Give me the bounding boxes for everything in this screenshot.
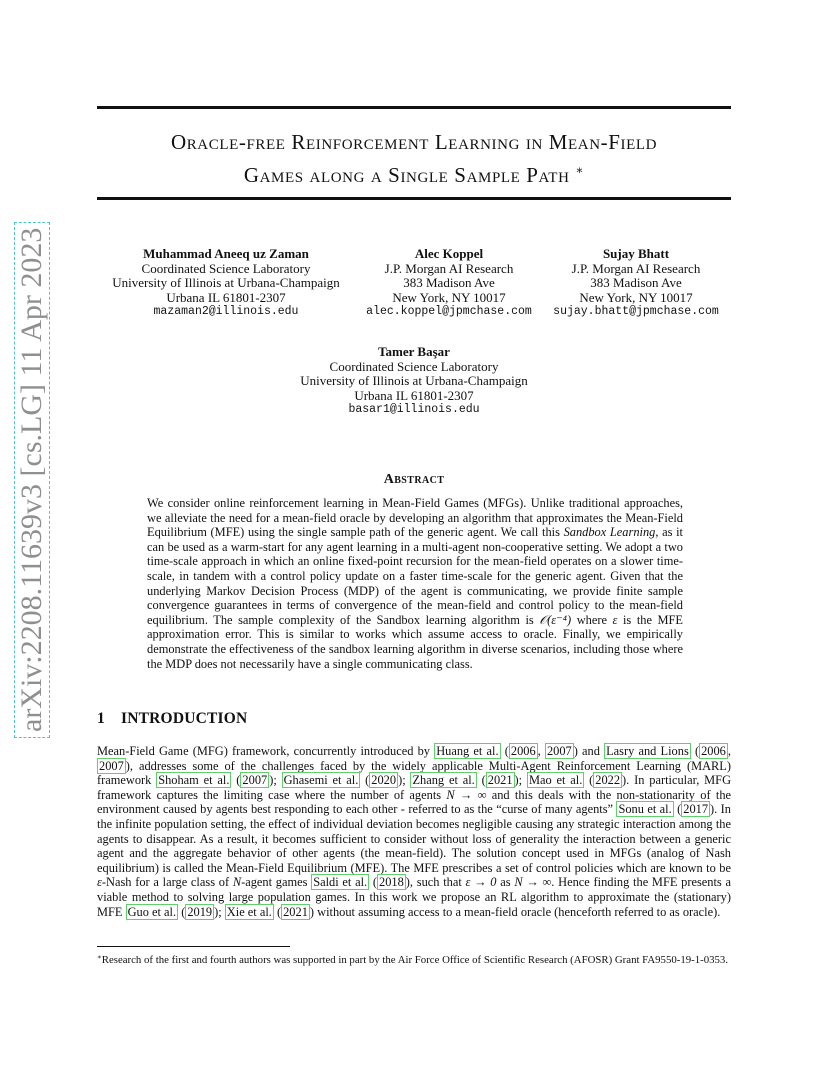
author-name: Alec Koppel (414, 246, 484, 261)
author-name: Sujay Bhatt (602, 246, 670, 261)
arxiv-identifier-stamp (14, 227, 50, 738)
section-heading (97, 710, 247, 728)
abstract-text-part: is the MFE approximation error. This is similar to works which assume access to oracle. Finally, we empirically demonstrate the effectiveness of the sandbox learning algorithm in diverse scenarios, including those where the MDP does not necessarily have a single communicating class. (147, 612, 683, 671)
intro-text: ( (231, 773, 241, 788)
title-top-rule (97, 106, 731, 109)
math-expression: ε → 0 (465, 875, 497, 890)
author-name: Tamer Başar (378, 344, 450, 359)
math-expression: ε (97, 875, 102, 890)
citation-link[interactable]: 2020 (371, 773, 397, 788)
intro-text: ) without assuming access to a mean-field oracle (henceforth referred to as oracle). (309, 904, 721, 919)
citation-link[interactable]: Zhang et al. (412, 773, 475, 788)
citation-link[interactable]: 2006 (510, 744, 536, 758)
intro-text: ); (214, 904, 225, 919)
intro-text: Mean-Field Game (MFG) framework, concurrently introduced by (97, 744, 435, 758)
intro-text: ( (369, 875, 378, 890)
math-expression: N → ∞ (514, 875, 552, 890)
abstract-text-part: , as it can be used as a warm-start for any agent learning in a multi-agent non-cooperative setting. We adopt a two time-scale approach in which an online fixed-point recursion for the mean-field operates on a slower time-scale, in tandem with a control policy update on a faster time-scale for the generic agent. Given that the underlying Markov Decision Process (MDP) of the agent is communicating, we provide finite sample convergence guarantees in terms of convergence of the mean-field and control policy to the mean-field equilibrium. The sample complexity of the Sandbox learning algorithm is (147, 525, 683, 627)
citation-link[interactable]: Saldi et al. (313, 875, 368, 890)
arxiv-identifier-text[interactable]: arXiv:2208.11639v3 [cs.LG] 11 Apr 2023 (14, 222, 50, 738)
citation-link[interactable]: 2007 (242, 773, 268, 788)
intro-text: ( (500, 744, 509, 758)
author-address: New York, NY 10017 (392, 289, 506, 305)
author-block-3 (546, 247, 726, 320)
intro-text: ), such that (405, 875, 466, 890)
citation-link[interactable]: 2022 (595, 773, 621, 788)
intro-text: ( (690, 744, 700, 758)
paper-title-line-2 (97, 156, 731, 189)
title-bottom-rule (97, 197, 731, 200)
citation-link[interactable]: 2017 (683, 802, 709, 817)
abstract-text (147, 496, 683, 671)
author-block-2 (355, 247, 543, 320)
footnote-mark: ∗ (97, 953, 102, 961)
math-expression: ε (612, 612, 618, 627)
author-address: New York, NY 10017 (579, 289, 693, 305)
intro-text: ( (178, 904, 186, 919)
citation-link[interactable]: 2007 (99, 758, 124, 773)
intro-text: . Hence finding the MFE presents a viable method to solving large population games. In this work we propose an RL algorithm to approximate the (stationary) MFE (97, 875, 731, 919)
intro-text: ( (673, 802, 682, 817)
citation-link[interactable]: 2007 (546, 744, 572, 758)
intro-text: -agent games (241, 875, 312, 890)
intro-text: ); (269, 773, 282, 788)
abstract-emphasis-term: Sandbox Learning (563, 525, 656, 540)
citation-link[interactable]: Sonu et al. (618, 802, 672, 817)
author-affiliation: Coordinated Science Laboratory (329, 358, 499, 374)
footnote-text: Research of the first and fourth authors was supported in part by the Air Force Office of Scientific Research (AFOSR) Grant FA9550-19-1-0353. (101, 954, 729, 966)
introduction-paragraph (97, 744, 731, 919)
intro-text: ( (476, 773, 486, 788)
author-name: Muhammad Aneeq uz Zaman (143, 246, 309, 261)
citation-link[interactable]: 2021 (283, 904, 308, 919)
intro-text: and this deals with the non-stationarity of the environment caused by agents best responding to each other - referred to as the “curse of many agents” (97, 787, 732, 817)
intro-text: -Nash for a large class of (101, 875, 233, 890)
intro-text: ( (273, 904, 282, 919)
author-affiliation: University of Illinois at Urbana-Champaign (112, 275, 340, 291)
intro-text: ). In the infinite population setting, the effect of individual deviation becomes negligible causing any strategic interaction among the agents to disappear. As a result, it becomes sufficient to consider without loss of generality the interaction between a generic agent and the aggregate behavior of other agents (the mean-field). The solution concept used in MFGs (analog of Nash equilibrium) is called the Mean-Field Equilibrium (MFE). The MFE prescribes a set of control policies which are known to be (97, 802, 731, 875)
author-affiliation: University of Illinois at Urbana-Champaign (300, 373, 528, 389)
intro-text: , (537, 744, 545, 758)
intro-text: , (727, 744, 731, 758)
citation-link[interactable]: 2021 (487, 773, 513, 788)
author-affiliation: 383 Madison Ave (403, 275, 495, 291)
author-email[interactable]: mazaman2@illinois.edu (153, 305, 299, 319)
intro-text: ), addresses some of the challenges faced by the widely applicable Multi-Agent Reinforcement Learning (MARL) framework (97, 758, 731, 788)
author-block-4 (258, 345, 570, 418)
citation-link[interactable]: Huang et al. (436, 744, 499, 758)
footnote (97, 951, 731, 968)
paper-title-line-2-text: Games along a Single Sample Path (243, 163, 570, 187)
math-expression: N (232, 875, 242, 890)
citation-link[interactable]: Xie et al. (226, 904, 272, 919)
paper-title-line-1: Oracle-free Reinforcement Learning in Mean-Field (170, 130, 658, 154)
footnote-divider (97, 946, 290, 947)
intro-text: ( (360, 773, 370, 788)
paper-title (97, 128, 731, 189)
math-expression: 𝒪(ε⁻⁴) (539, 612, 572, 627)
citation-link[interactable]: Ghasemi et al. (283, 773, 359, 788)
citation-link[interactable]: Guo et al. (127, 904, 177, 919)
citation-link[interactable]: 2019 (187, 904, 213, 919)
abstract-text-part: where (571, 612, 613, 627)
intro-text: ) and (573, 744, 605, 758)
citation-link[interactable]: 2006 (701, 744, 726, 758)
intro-text: ( (584, 773, 594, 788)
intro-text: as (496, 875, 515, 890)
title-footnote-mark: ∗ (575, 163, 585, 177)
abstract-heading: Abstract (383, 472, 445, 487)
citation-link[interactable]: Mao et al. (528, 773, 583, 788)
author-block-1 (100, 247, 352, 320)
author-affiliation: 383 Madison Ave (590, 275, 682, 291)
author-email[interactable]: sujay.bhatt@jpmchase.com (553, 305, 719, 319)
author-affiliation: J.P. Morgan AI Research (571, 260, 701, 276)
abstract-text-part: We consider online reinforcement learning in Mean-Field Games (MFGs). Unlike traditional approaches, we alleviate the need for a mean-field oracle by developing an algorithm that approximates the Mean-Field Equilibrium (MFE) using the single sample path of the generic agent. We call this (147, 496, 683, 540)
author-email[interactable]: basar1@illinois.edu (348, 403, 480, 417)
author-address: Urbana IL 61801-2307 (166, 289, 286, 305)
author-address: Urbana IL 61801-2307 (354, 387, 474, 403)
intro-text: ); (398, 773, 411, 788)
citation-link[interactable]: Shoham et al. (158, 773, 230, 788)
author-email[interactable]: alec.koppel@jpmchase.com (366, 305, 532, 319)
intro-text: ). In particular, MFG framework captures the limiting case where the number of agents (97, 773, 732, 802)
section-number: 1 (97, 710, 105, 727)
citation-link[interactable]: Lasry and Lions (606, 744, 689, 758)
author-affiliation: Coordinated Science Laboratory (141, 260, 311, 276)
math-expression: N → ∞ (446, 787, 487, 802)
citation-link[interactable]: 2018 (379, 875, 404, 890)
intro-text: ); (514, 773, 527, 788)
author-affiliation: J.P. Morgan AI Research (384, 260, 514, 276)
section-title: INTRODUCTION (121, 710, 248, 727)
